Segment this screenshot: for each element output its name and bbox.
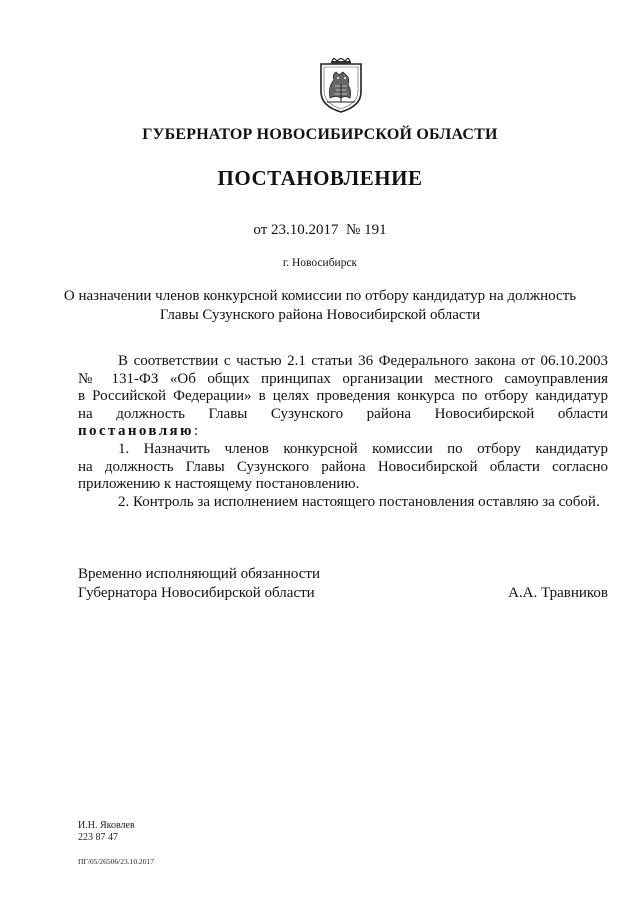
date-prefix: от xyxy=(253,222,268,238)
executor-info xyxy=(78,820,135,844)
document-type-title: ПОСТАНОВЛЕНИЕ xyxy=(217,166,423,190)
signature-block xyxy=(78,565,608,602)
decree-colon: : xyxy=(193,423,199,440)
item-2: 2. Контроль за исполнением настоящего постановления оставляю за собой. xyxy=(118,493,600,510)
document-date: 23.10.2017 xyxy=(271,222,339,238)
item-1-line-2: на должность Главы Сузунского района Новосибирской области согласно xyxy=(78,458,608,475)
item-1-line-1: 1. Назначить членов конкурсной комиссии по отбору кандидатур xyxy=(118,440,608,457)
body-preamble-line-1: В соответствии с частью 2.1 статьи 36 Федерального закона от 06.10.2003 xyxy=(118,353,608,369)
executor-phone: 223 87 47 xyxy=(78,832,118,843)
executor-name: И.Н. Яковлев xyxy=(78,820,135,831)
decree-word-line xyxy=(78,423,608,441)
body-preamble-line-3: в Российской Федерации» в целях проведения конкурса по отбору кандидатур xyxy=(78,388,608,405)
item-1-line-3: приложению к настоящему постановлению. xyxy=(78,476,360,493)
document-registry-code: ПГ/05/26506/23.10.2017 xyxy=(78,857,155,866)
document-subject xyxy=(0,287,640,325)
subject-line-2: Главы Сузунского района Новосибирской области xyxy=(159,307,481,323)
subject-line-1: О назначении членов конкурсной комиссии по отбору кандидатур на должность xyxy=(63,288,577,304)
signatory-position-line-1: Временно исполняющий обязанности xyxy=(78,566,321,582)
issue-city: г. Новосибирск xyxy=(282,257,358,269)
decree-word: постановляю xyxy=(78,423,194,440)
signatory-name: А.А. Травников xyxy=(508,584,608,601)
body-preamble-line-4: на должность Главы Сузунского района Новосибирской области xyxy=(78,405,608,422)
issuing-authority: ГУБЕРНАТОР НОВОСИБИРСКОЙ ОБЛАСТИ xyxy=(142,126,498,143)
document-number: 191 xyxy=(364,222,387,238)
coat-of-arms-icon xyxy=(318,58,364,114)
number-prefix: № xyxy=(346,222,361,238)
date-number-line xyxy=(0,222,640,239)
signatory-position-row xyxy=(78,584,608,603)
body-preamble-line-2: № 131-ФЗ «Об общих принципах организации местного самоуправления xyxy=(78,370,608,387)
document-body xyxy=(78,353,608,511)
signatory-position-line-2: Губернатора Новосибирской области xyxy=(78,584,315,601)
